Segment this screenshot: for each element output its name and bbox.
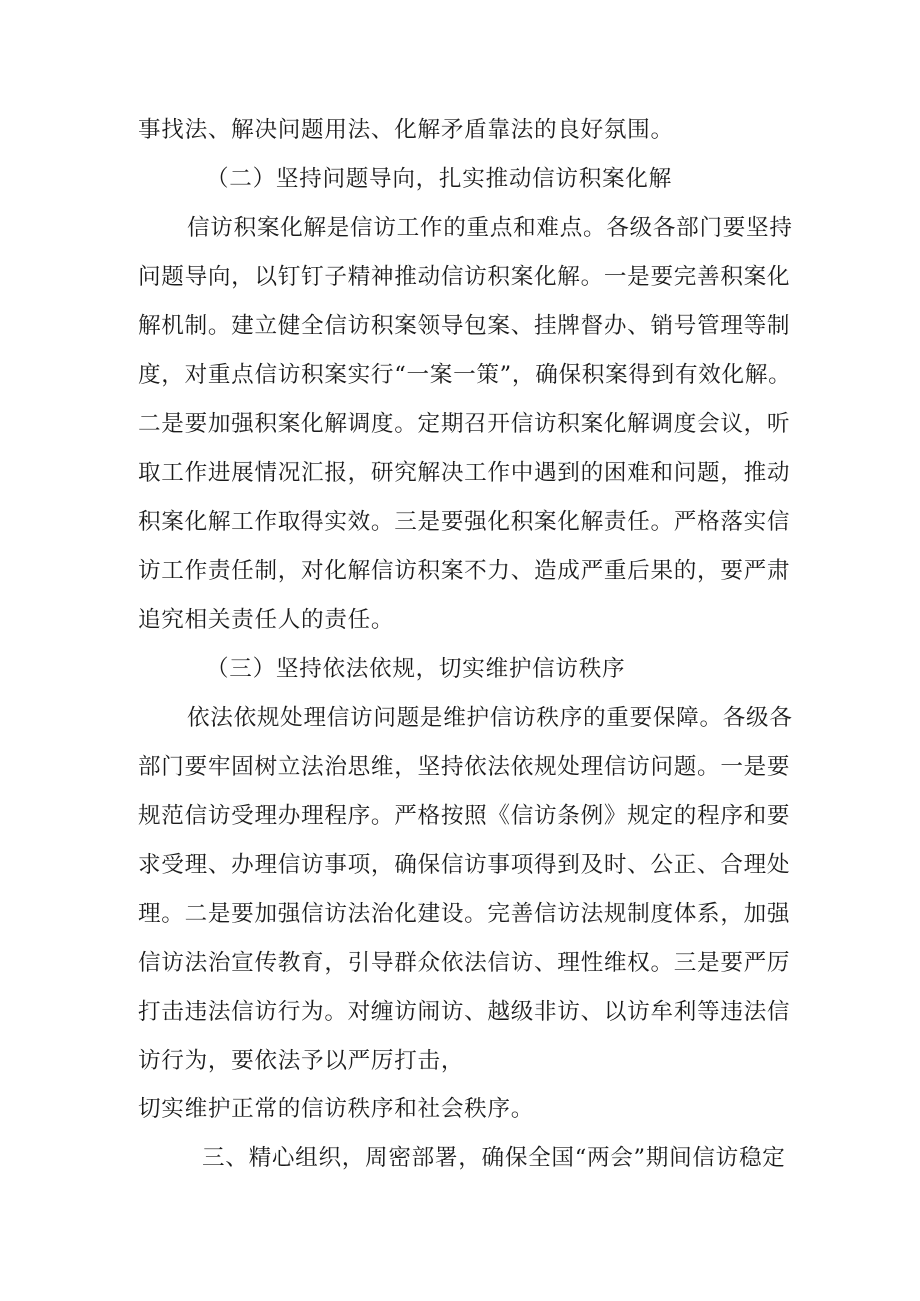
paragraph-line: 访工作责任制，对化解信访积案不力、造成严重后果的，要严肃: [138, 558, 791, 584]
paragraph-line: 事找法、解决问题用法、化解矛盾靠法的良好氛围。: [138, 117, 674, 143]
paragraph-line: 打击违法信访行为。对缠访闹访、越级非访、以访牟利等违法信: [138, 999, 791, 1025]
paragraph-line: 追究相关责任人的责任。: [138, 607, 395, 633]
paragraph-line: 依法依规处理信访问题是维护信访秩序的重要保障。各级各: [187, 705, 793, 731]
section-heading: （三）坚持依法依规，切实维护信访秩序: [206, 656, 626, 682]
paragraph-line: 规范信访受理办理程序。严格按照《信访条例》规定的程序和要: [138, 803, 791, 829]
paragraph-line: 部门要牢固树立法治思维，坚持依法依规处理信访问题。一是要: [138, 754, 791, 780]
paragraph-line: 解机制。建立健全信访积案领导包案、挂牌督办、销号管理等制: [138, 313, 791, 339]
paragraph-line: 信访法治宣传教育，引导群众依法信访、理性维权。三是要严厉: [138, 950, 791, 976]
paragraph-line: 求受理、办理信访事项，确保信访事项得到及时、公正、合理处: [138, 852, 791, 878]
paragraph-line: 切实维护正常的信访秩序和社会秩序。: [138, 1096, 534, 1122]
paragraph-line: 信访积案化解是信访工作的重点和难点。各级各部门要坚持: [187, 215, 793, 241]
chapter-heading: 三、精心组织，周密部署，确保全国“两会”期间信访稳定: [202, 1145, 786, 1171]
paragraph-line: 积案化解工作取得实效。三是要强化积案化解责任。严格落实信: [138, 509, 791, 535]
paragraph-line: 访行为，要依法予以严厉打击，: [138, 1048, 465, 1074]
paragraph-line: 问题导向，以钉钉子精神推动信访积案化解。一是要完善积案化: [138, 264, 791, 290]
section-heading: （二）坚持问题导向，扎实推动信访积案化解: [206, 166, 672, 192]
paragraph-line: 度，对重点信访积案实行“一案一策”，确保积案得到有效化解。: [138, 362, 792, 388]
paragraph-line: 取工作进展情况汇报，研究解决工作中遇到的困难和问题，推动: [138, 460, 791, 486]
paragraph-line: 二是要加强积案化解调度。定期召开信访积案化解调度会议，听: [138, 411, 791, 437]
paragraph-line: 理。二是要加强信访法治化建设。完善信访法规制度体系，加强: [138, 901, 791, 927]
